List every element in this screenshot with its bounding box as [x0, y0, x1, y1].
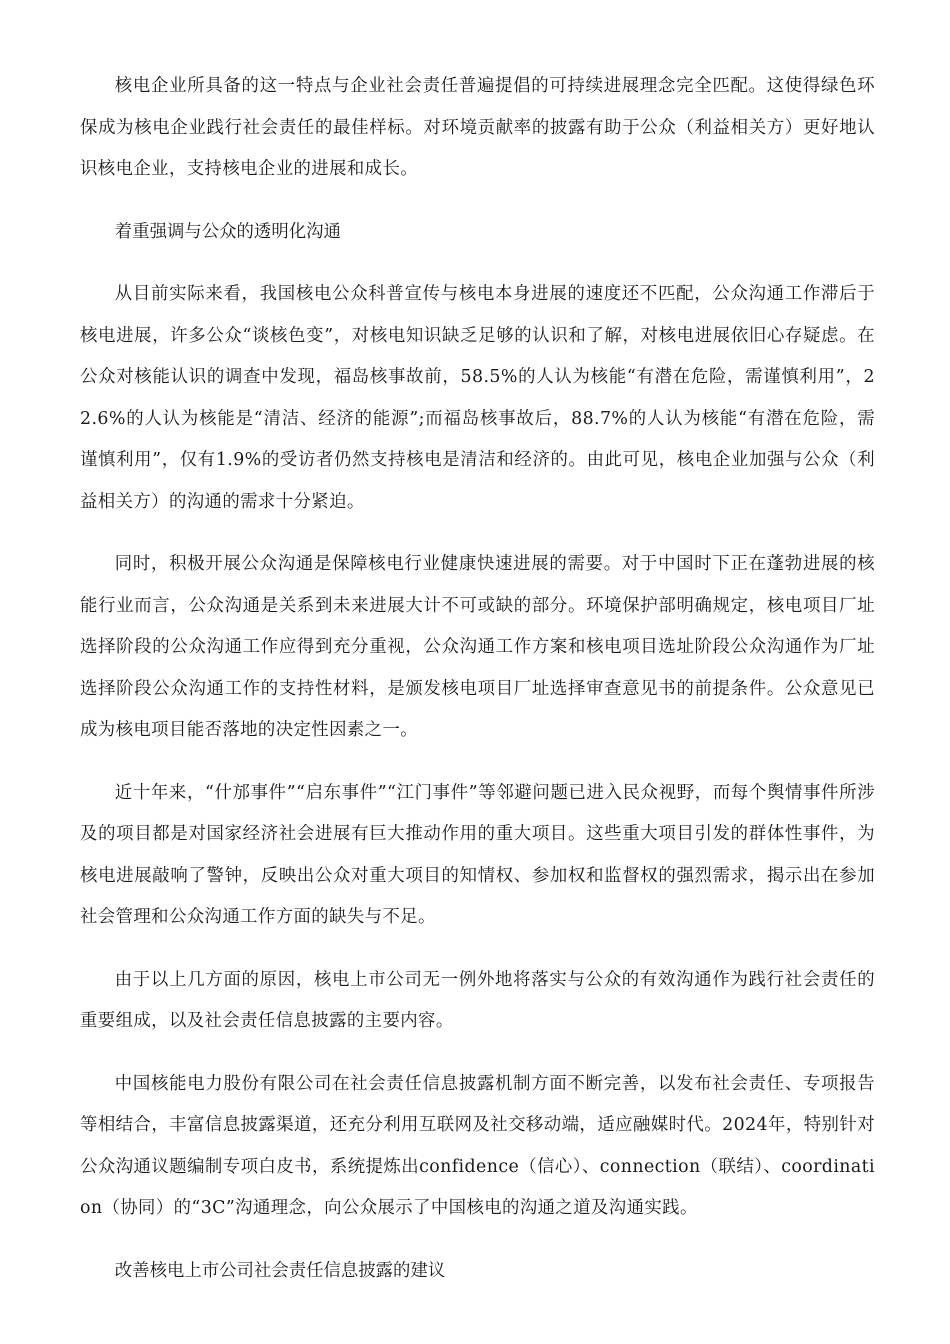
section-heading-improvement-suggestions: 改善核电上市公司社会责任信息披露的建议	[114, 1260, 446, 1281]
section-heading-transparent-communication: 着重强调与公众的透明化沟通	[114, 221, 341, 242]
paragraph-nimby-events: 近十年来，“什邡事件”“启东事件”“江门事件”等邻避问题已进入民众视野，而每个舆情事件所涉及的项目都是对国家经济社会进展有巨大推动作用的重大项目。这些重大项目引发的群体性事件，为核电进展敲响了警钟，反映出公众对重大项目的知情权、参加权和监督权的强烈需求，揭示出在参加社会管理和公众沟通工作方面的缺失与不足。	[80, 782, 875, 927]
paragraph-public-survey: 从目前实际来看，我国核电公众科普宣传与核电本身进展的速度还不匹配，公众沟通工作滞后于核电进展，许多公众“谈核色变”，对核电知识缺乏足够的认识和了解，对核电进展依旧心存疑虑。在公众对核能认识的调查中发现，福岛核事故前，58.5%的人认为核能“有潜在危险，需谨慎利用”，22.6%的人认为核能是“清洁、经济的能源”;而福岛核事故后，88.7%的人认为核能“有潜在危险，需谨慎利用”，仅有1.9%的受访者仍然支持核电是清洁和经济的。由此可见，核电企业加强与公众（利益相关方）的沟通的需求十分紧迫。	[80, 284, 875, 512]
paragraph-reasons-summary: 由于以上几方面的原因，核电上市公司无一例外地将落实与公众的有效沟通作为践行社会责任的重要组成，以及社会责任信息披露的主要内容。	[80, 969, 875, 1031]
paragraph-public-communication-need: 同时，积极开展公众沟通是保障核电行业健康快速进展的需要。对于中国时下正在蓬勃进展的核能行业而言，公众沟通是关系到未来进展大计不可或缺的部分。环境保护部明确规定，核电项目厂址选择阶段的公众沟通工作应得到充分重视，公众沟通工作方案和核电项目选址阶段公众沟通作为厂址选择阶段公众沟通工作的支持性材料，是颁发核电项目厂址选择审查意见书的前提条件。公众意见已成为核电项目能否落地的决定性因素之一。	[80, 554, 875, 740]
paragraph-green-environment: 核电企业所具备的这一特点与企业社会责任普遍提倡的可持续进展理念完全匹配。这使得绿色环保成为核电企业践行社会责任的最佳样标。对环境贡献率的披露有助于公众（利益相关方）更好地认识核电企业，支持核电企业的进展和成长。	[80, 76, 875, 179]
paragraph-cnnp-3c-concept: 中国核能电力股份有限公司在社会责任信息披露机制方面不断完善，以发布社会责任、专项报告等相结合，丰富信息披露渠道，还充分利用互联网及社交移动端，适应融媒时代。2024年，特别针对公众沟通议题编制专项白皮书，系统提炼出confidence（信心）、connection（联结）、coordination（协同）的“3C”沟通理念，向公众展示了中国核电的沟通之道及沟通实践。	[80, 1073, 875, 1218]
document-page	[80, 66, 875, 1313]
